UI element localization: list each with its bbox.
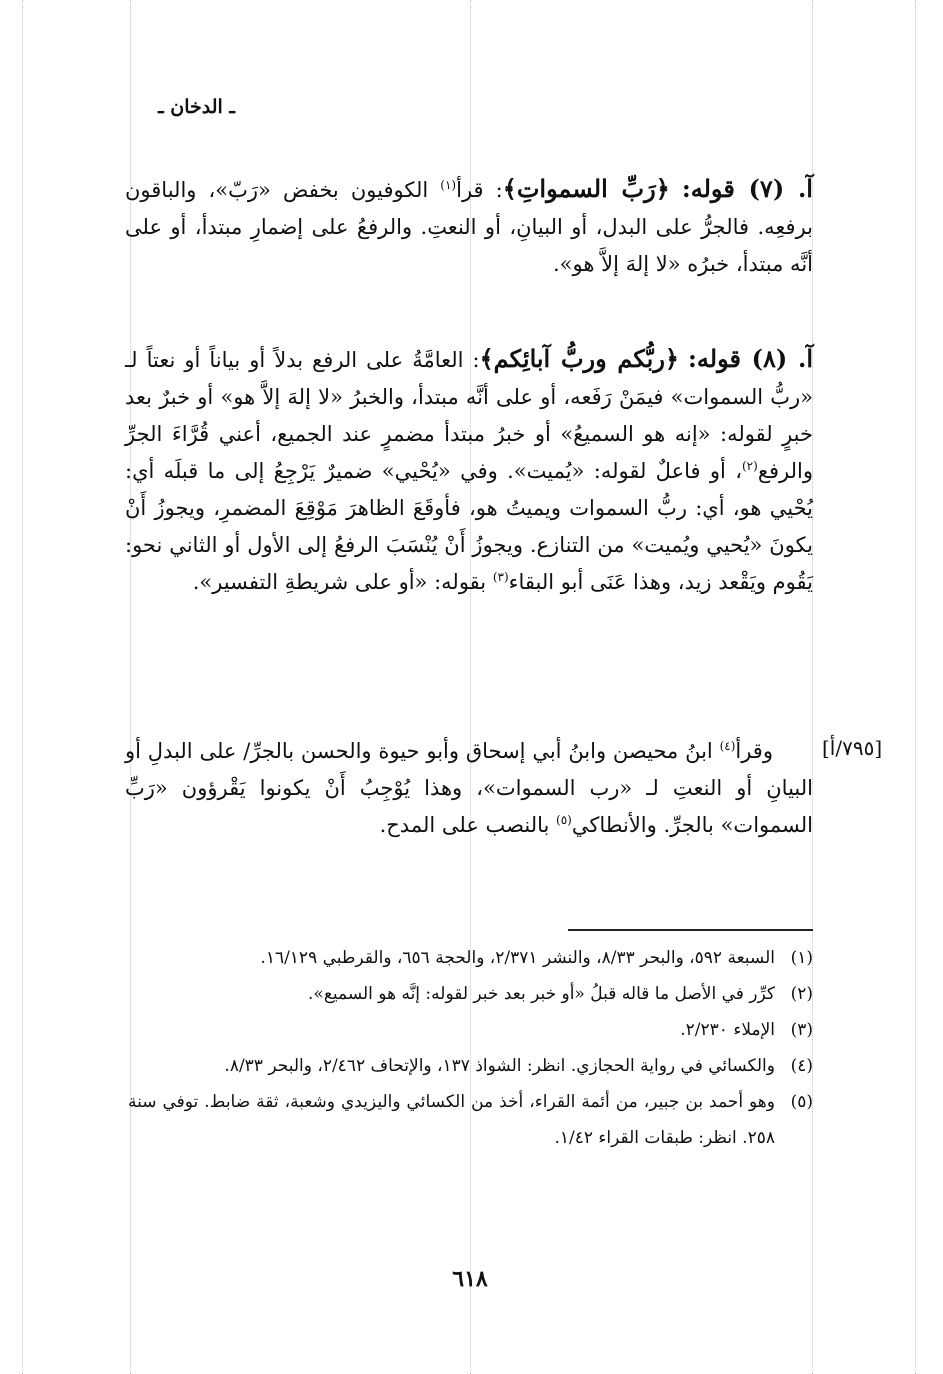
footnote-marker: (٥)	[556, 813, 572, 827]
footnote-number: (٤)	[790, 1056, 813, 1076]
paragraph-text: بقوله: «أو على شريطةِ التفسير».	[192, 570, 493, 594]
footnote-number: (٢)	[790, 984, 813, 1004]
footnote-number: (١)	[790, 948, 813, 968]
footnote-item	[128, 976, 813, 1012]
footnote-text: وهو أحمد بن جبير، من أئمة القراء، أخذ من الكسائي واليزيدي وشعبة، ثقة ضابط. توفي سنة ٢٥٨. انظر: طبقات القراء ١/٤٢.	[128, 1092, 775, 1148]
footnote-item	[128, 1084, 813, 1156]
verse-reference: آ. (٧) قوله:	[681, 174, 813, 203]
footnote-text: والكسائي في رواية الحجازي. انظر: الشواذ ١٣٧، والإتحاف ٢/٤٦٢، والبحر ٨/٣٣.	[224, 1056, 775, 1076]
paragraph-readings	[125, 733, 813, 844]
paragraph-text: ، أو فاعلٌ لقوله: «يُميت». وفي «يُحْيي» ضميرٌ يَرْجِعُ إلى ما قبلَه أي: يُحْيي هو، أي: ربُّ السموات ويميتُ هو، فأوقَعَ الظاهرَ مَوْقِعَ المضمرِ، ويجوزُ أَنْ يكونَ «يُحيي ويُميت» من التنازع. ويجوزُ أَنْ يُنْسَبَ الرفعُ إلى الأول أو الثاني نحو: يَقُوم ويَقْعد زيد، وهذا عَنَى أبو البقاء	[125, 459, 813, 594]
footnote-text: السبعة ٥٩٢، والبحر ٨/٣٣، والنشر ٢/٣٧١، والحجة ٦٥٦، والقرطبي ١٦/١٢٩.	[260, 948, 775, 968]
footnote-separator	[568, 929, 813, 931]
manuscript-folio-marker: [٧٩٥/أ]	[822, 736, 883, 760]
footnote-marker: (٤)	[719, 739, 736, 753]
paragraph-text: ابنُ محيصن وابنُ أبي إسحاق وأبو حيوة والحسن بالجرِّ/ على البدلِ أو البيانِ أو النعتِ لـ «رب السموات»، وهذا يُوْجِبُ أَنْ يكونوا يَقْرؤون «رَبِّ السموات» بالجرِّ. والأنطاكي	[125, 739, 813, 837]
footnote-item	[128, 940, 813, 976]
paragraph-text: وقرأ	[735, 739, 773, 763]
paragraph-7	[125, 170, 813, 283]
paragraph-text: : قرأ	[456, 178, 503, 202]
footnote-marker: (٣)	[492, 570, 509, 584]
scan-guide-line	[22, 0, 23, 1374]
quran-quote: ﴿رَبِّ السمواتِ﴾	[502, 174, 670, 203]
footnote-item	[128, 1012, 813, 1048]
footnotes	[128, 940, 813, 1156]
footnote-number: (٣)	[790, 1020, 813, 1040]
paragraph-text: الكوفيون بخفض «رَبّ»، والباقون برفعِه. فالجرُّ على البدل، أو البيانِ، أو النعتِ. والرفعُ على إضمارِ مبتدأ، أو على أنَّه مبتدأ، خبرُه «لا إلهَ إلاَّ هو».	[125, 178, 813, 276]
footnote-item	[128, 1048, 813, 1084]
paragraph-text: بالنصب على المدح.	[379, 813, 557, 837]
paragraph-8	[125, 340, 813, 601]
verse-reference: آ. (٨) قوله:	[688, 344, 814, 373]
footnote-text: كرِّر في الأصل ما قاله قبلُ «أو خبر بعد خبر لقوله: إنَّه هو السميع».	[308, 984, 775, 1004]
footnote-text: الإملاء ٢/٢٣٠.	[680, 1020, 775, 1040]
scan-guide-line	[915, 0, 916, 1374]
quran-quote: ﴿ربُّكم وربُّ آبائِكم﴾	[479, 344, 679, 373]
footnote-number: (٥)	[790, 1092, 813, 1112]
footnote-marker: (١)	[440, 178, 457, 192]
footnote-marker: (٢)	[741, 459, 758, 473]
paragraph-text: : العامَّةُ على الرفع بدلاً أو بياناً أو نعتاً لـ «ربُّ السموات» فيمَنْ رَفَعه، أو على أنَّه مبتدأ، والخبرُ «لا إلهَ إلاَّ هو» أو خبرٌ بعد خبرٍ لقوله: «إنه هو السميعُ» أو خبرُ مبتدأ مضمرٍ عند الجميع، أعني قُرَّاءَ الجرِّ والرفع	[125, 348, 813, 483]
running-head: ـ الدخان ـ	[158, 96, 235, 118]
page-number: ٦١٨	[452, 1266, 488, 1292]
